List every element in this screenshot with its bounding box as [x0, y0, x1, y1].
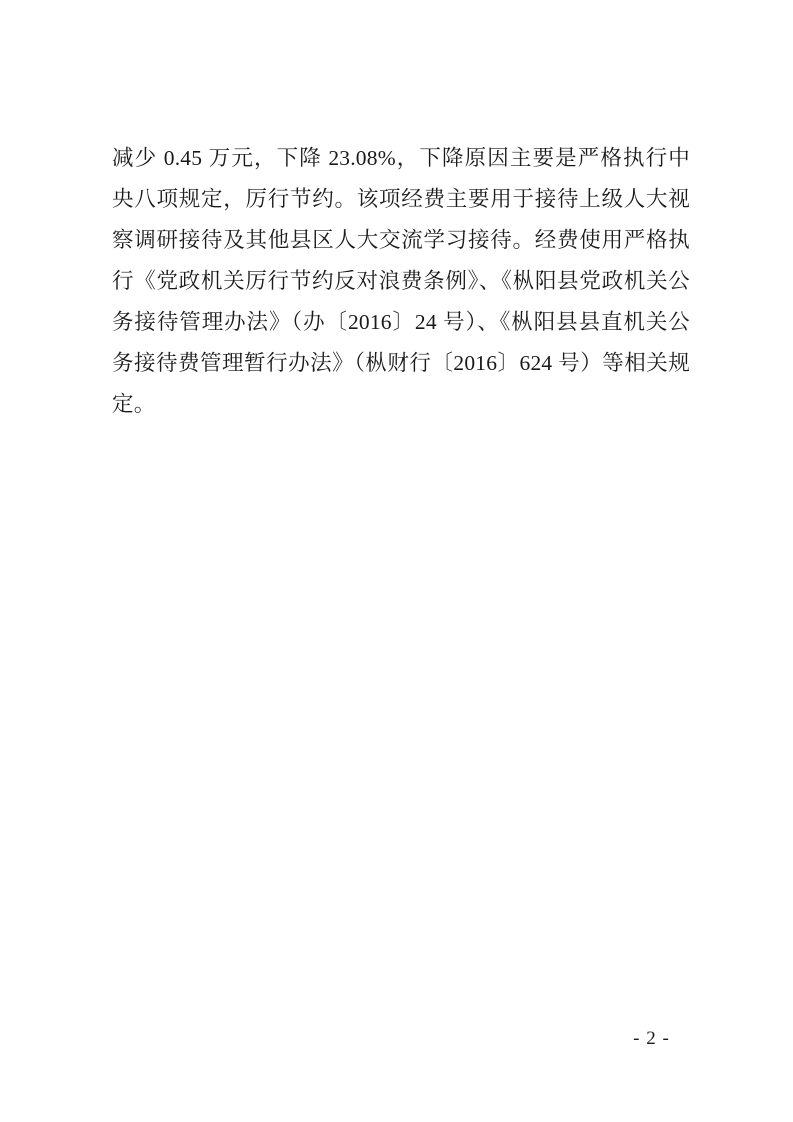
body-paragraph: 减少 0.45 万元，下降 23.08%，下降原因主要是严格执行中央八项规定，厉行节约。该项经费主要用于接待上级人大视察调研接待及其他县区人大交流学习接待。经费使用严格执行《党政机关厉行节约反对浪费条例》、《枞阳县党政机关公务接待管理办法》（办〔2016〕24 号）、《枞阳县县直机关公务接待费管理暂行办法》（枞财行〔2016〕624 号）等相关规定。: [112, 146, 690, 416]
page-number-label: - 2 -: [633, 1028, 670, 1049]
page-number: [0, 1028, 793, 1050]
